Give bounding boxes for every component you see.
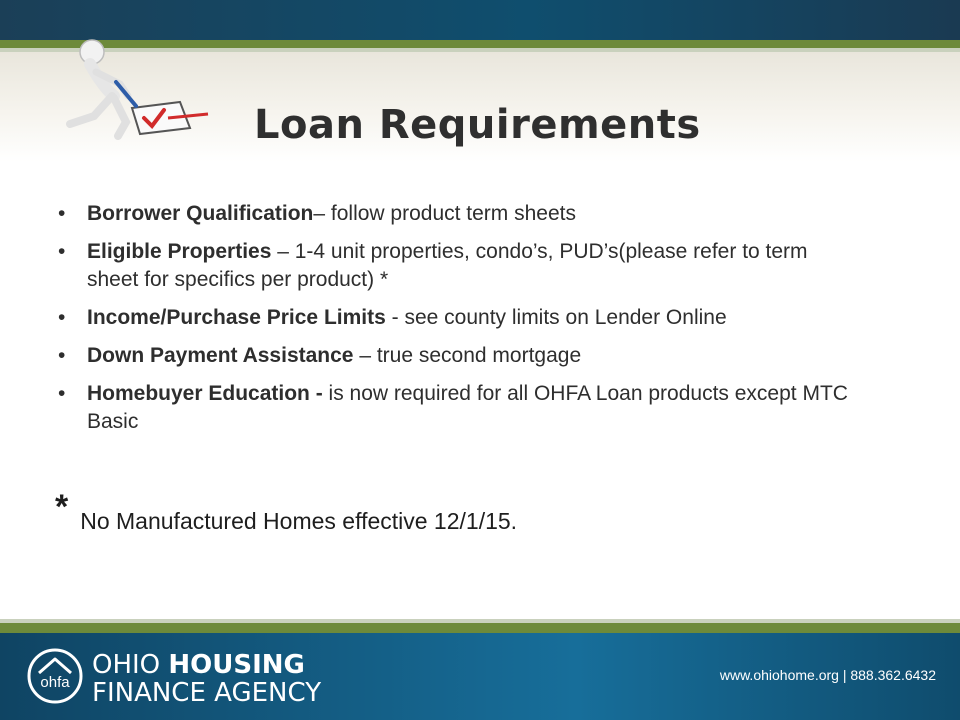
figure-checklist-icon [40, 38, 220, 148]
list-item [58, 342, 858, 370]
list-item [58, 200, 858, 228]
list-item [58, 304, 858, 332]
list-item-label: Borrower Qualification [87, 202, 314, 225]
agency-name-ohio: OHIO [92, 650, 169, 680]
agency-name-line2: FINANCE AGENCY [92, 678, 322, 708]
list-item-text: – true second mortgage [353, 344, 582, 367]
top-banner [0, 0, 960, 40]
list-item-label: Income/Purchase Price Limits [87, 306, 386, 329]
list-item-label: Down Payment Assistance [87, 344, 354, 367]
checklist-card-icon [132, 102, 208, 134]
list-item-label: Homebuyer Education - [87, 382, 329, 405]
requirements-list [58, 200, 858, 446]
list-item-text: is now required for all OHFA Loan products except MTC Basic [87, 382, 848, 433]
stick-figure-icon [70, 40, 136, 136]
logo-wordmark: ohfa [40, 674, 70, 691]
list-item [58, 380, 858, 436]
list-item-text: – follow product term sheets [313, 202, 576, 225]
list-item-label: Eligible Properties [87, 240, 272, 263]
footnote-text: No Manufactured Homes effective 12/1/15. [80, 508, 518, 534]
footnote-marker: * [55, 488, 69, 526]
bottom-accent-stripe [0, 623, 960, 633]
ohfa-logo-icon [26, 647, 84, 705]
contact-info: www.ohiohome.org | 888.362.6432 [719, 667, 936, 683]
list-item [58, 238, 858, 294]
agency-name-housing: HOUSING [168, 650, 305, 680]
list-item-text: – 1-4 unit properties, condo’s, PUD’s(please refer to term sheet for specifics per product) * [87, 240, 808, 291]
list-item-text: - see county limits on Lender Online [385, 306, 727, 329]
agency-name-line1 [92, 650, 305, 680]
footnote [55, 488, 517, 535]
footer-banner [0, 633, 960, 720]
page-title: Loan Requirements [254, 102, 701, 148]
